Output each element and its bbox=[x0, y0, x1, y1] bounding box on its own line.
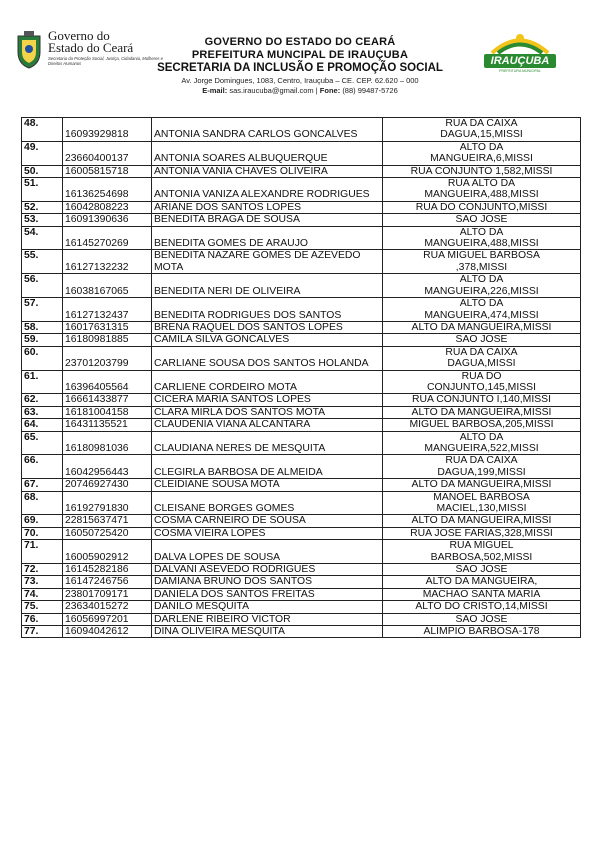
row-code: 16042808223 bbox=[63, 201, 152, 213]
row-number: 58. bbox=[22, 321, 63, 333]
table-row bbox=[22, 346, 581, 370]
table-row bbox=[22, 515, 581, 527]
row-address: MANOEL BARBOSA MACIEL,130,MISSI bbox=[383, 491, 581, 515]
row-code: 16145282186 bbox=[63, 564, 152, 576]
phone-label: Fone: bbox=[319, 86, 341, 95]
row-name: BRENA RAQUEL DOS SANTOS LOPES bbox=[152, 321, 383, 333]
row-address: ALTO DA MANGUEIRA,MISSI bbox=[383, 515, 581, 527]
row-code: 16661433877 bbox=[63, 394, 152, 406]
table-row bbox=[22, 479, 581, 491]
row-name: ARIANE DOS SANTOS LOPES bbox=[152, 201, 383, 213]
row-code: 16192791830 bbox=[63, 491, 152, 515]
row-number: 51. bbox=[22, 178, 63, 202]
logo-title-line-1: Governo do bbox=[48, 28, 110, 43]
row-address: ALTO DA MANGUEIRA,226,MISSI bbox=[383, 274, 581, 298]
row-name: ANTONIA SOARES ALBUQUERQUE bbox=[152, 141, 383, 165]
row-address: RUA DA CAIXA DAGUA,199,MISSI bbox=[383, 455, 581, 479]
table-row bbox=[22, 118, 581, 142]
row-code: 16145270269 bbox=[63, 226, 152, 250]
table-row bbox=[22, 214, 581, 226]
iraucuba-logo bbox=[484, 32, 556, 76]
table-row bbox=[22, 491, 581, 515]
row-code: 16147246756 bbox=[63, 576, 152, 588]
row-name: CLEISANE BORGES GOMES bbox=[152, 491, 383, 515]
row-code: 16127132437 bbox=[63, 298, 152, 322]
row-address: MIGUEL BARBOSA,205,MISSI bbox=[383, 419, 581, 431]
row-code: 16127132232 bbox=[63, 250, 152, 274]
row-name: CLARA MIRLA DOS SANTOS MOTA bbox=[152, 406, 383, 418]
table-row bbox=[22, 370, 581, 394]
row-name: CARLIANE SOUSA DOS SANTOS HOLANDA bbox=[152, 346, 383, 370]
row-address: ALTO DA MANGUEIRA, bbox=[383, 576, 581, 588]
row-address: MACHAO SANTA MARIA bbox=[383, 588, 581, 600]
table-row bbox=[22, 298, 581, 322]
table-row bbox=[22, 626, 581, 638]
row-number: 73. bbox=[22, 576, 63, 588]
row-address: ALTO DA MANGUEIRA,MISSI bbox=[383, 321, 581, 333]
row-name: DARLENE RIBEIRO VICTOR bbox=[152, 613, 383, 625]
table-row bbox=[22, 141, 581, 165]
row-name: DINA OLIVEIRA MESQUITA bbox=[152, 626, 383, 638]
row-number: 69. bbox=[22, 515, 63, 527]
row-name: BENEDITA GOMES DE ARAUJO bbox=[152, 226, 383, 250]
row-code: 16038167065 bbox=[63, 274, 152, 298]
page-header bbox=[0, 0, 600, 110]
row-number: 55. bbox=[22, 250, 63, 274]
beneficiary-table bbox=[21, 117, 581, 638]
logo-wordmark: IRAUÇUBA bbox=[484, 54, 556, 68]
header-text bbox=[140, 36, 460, 95]
row-code: 23634015272 bbox=[63, 601, 152, 613]
logo-title bbox=[48, 30, 133, 54]
phone-value: (88) 99487-5726 bbox=[342, 86, 398, 95]
table-row bbox=[22, 274, 581, 298]
table-row bbox=[22, 613, 581, 625]
row-name: CLEGIRLA BARBOSA DE ALMEIDA bbox=[152, 455, 383, 479]
row-name: DANILO MESQUITA bbox=[152, 601, 383, 613]
row-name: CLEIDIANE SOUSA MOTA bbox=[152, 479, 383, 491]
row-number: 67. bbox=[22, 479, 63, 491]
row-name: DAMIANA BRUNO DOS SANTOS bbox=[152, 576, 383, 588]
table-row bbox=[22, 588, 581, 600]
table-body bbox=[22, 118, 581, 638]
table-row bbox=[22, 321, 581, 333]
row-number: 56. bbox=[22, 274, 63, 298]
row-number: 60. bbox=[22, 346, 63, 370]
header-line-2: PREFEITURA MUNCIPAL DE IRAUÇUBA bbox=[191, 49, 409, 61]
row-number: 61. bbox=[22, 370, 63, 394]
row-code: 16091390636 bbox=[63, 214, 152, 226]
row-address: SAO JOSE bbox=[383, 564, 581, 576]
row-name: DANIELA DOS SANTOS FREITAS bbox=[152, 588, 383, 600]
row-address: RUA DO CONJUNTO,MISSI bbox=[383, 201, 581, 213]
row-name: BENEDITA NERI DE OLIVEIRA bbox=[152, 274, 383, 298]
table-row bbox=[22, 201, 581, 213]
row-number: 54. bbox=[22, 226, 63, 250]
row-address: RUA CONJUNTO 1,582,MISSI bbox=[383, 165, 581, 177]
row-number: 77. bbox=[22, 626, 63, 638]
row-number: 68. bbox=[22, 491, 63, 515]
row-code: 16136254698 bbox=[63, 178, 152, 202]
table-row bbox=[22, 165, 581, 177]
row-name: CICERA MARIA SANTOS LOPES bbox=[152, 394, 383, 406]
row-name: COSMA VIEIRA LOPES bbox=[152, 527, 383, 539]
row-address: RUA DA CAIXA DAGUA,MISSI bbox=[383, 346, 581, 370]
row-name: COSMA CARNEIRO DE SOUSA bbox=[152, 515, 383, 527]
row-code: 16093929818 bbox=[63, 118, 152, 142]
row-number: 59. bbox=[22, 334, 63, 346]
row-number: 72. bbox=[22, 564, 63, 576]
row-address: ALIMPIO BARBOSA-178 bbox=[383, 626, 581, 638]
row-number: 52. bbox=[22, 201, 63, 213]
header-line-3: SECRETARIA DA INCLUSÃO E PROMOÇÃO SOCIAL bbox=[157, 62, 443, 74]
table-row bbox=[22, 455, 581, 479]
row-code: 23660400137 bbox=[63, 141, 152, 165]
row-address: ALTO DA MANGUEIRA,474,MISSI bbox=[383, 298, 581, 322]
row-address: SAO JOSE bbox=[383, 214, 581, 226]
row-address: RUA CONJUNTO I,140,MISSI bbox=[383, 394, 581, 406]
table-row bbox=[22, 564, 581, 576]
table-row bbox=[22, 431, 581, 455]
table-row bbox=[22, 250, 581, 274]
row-number: 64. bbox=[22, 419, 63, 431]
table-row bbox=[22, 527, 581, 539]
table-row bbox=[22, 394, 581, 406]
row-address: RUA MIGUEL BARBOSA ,378,MISSI bbox=[383, 250, 581, 274]
row-code: 16181004158 bbox=[63, 406, 152, 418]
row-code: 16017631315 bbox=[63, 321, 152, 333]
row-number: 76. bbox=[22, 613, 63, 625]
row-number: 49. bbox=[22, 141, 63, 165]
row-address: ALTO DO CRISTO,14,MISSI bbox=[383, 601, 581, 613]
row-code: 16005815718 bbox=[63, 165, 152, 177]
row-address: ALTO DA MANGUEIRA,522,MISSI bbox=[383, 431, 581, 455]
row-address: SAO JOSE bbox=[383, 613, 581, 625]
table-row bbox=[22, 540, 581, 564]
logo-title-line-2: Estado do Ceará bbox=[48, 40, 134, 55]
coat-of-arms-icon bbox=[14, 30, 44, 70]
logo-wordmark-sub: PREFEITURA MUNICIPAL bbox=[499, 69, 541, 73]
iraucuba-emblem-icon bbox=[484, 32, 556, 54]
row-number: 75. bbox=[22, 601, 63, 613]
row-name: DALVANI ASEVEDO RODRIGUES bbox=[152, 564, 383, 576]
header-contact: E-mail: sas.iraucuba@gmail.com | Fone: (88) 99487-5726 bbox=[202, 86, 398, 95]
row-number: 48. bbox=[22, 118, 63, 142]
table-row bbox=[22, 178, 581, 202]
row-code: 23801709171 bbox=[63, 588, 152, 600]
row-name: BENEDITA RODRIGUES DOS SANTOS bbox=[152, 298, 383, 322]
row-name: BENEDITA NAZARE GOMES DE AZEVEDO MOTA bbox=[152, 250, 383, 274]
row-number: 74. bbox=[22, 588, 63, 600]
row-number: 71. bbox=[22, 540, 63, 564]
row-number: 53. bbox=[22, 214, 63, 226]
row-name: CLAUDIANA NERES DE MESQUITA bbox=[152, 431, 383, 455]
row-address: RUA DA CAIXA DAGUA,15,MISSI bbox=[383, 118, 581, 142]
row-name: ANTONIA SANDRA CARLOS GONCALVES bbox=[152, 118, 383, 142]
table-row bbox=[22, 406, 581, 418]
row-number: 70. bbox=[22, 527, 63, 539]
email-label: E-mail: bbox=[202, 86, 228, 95]
table-row bbox=[22, 334, 581, 346]
row-code: 23701203799 bbox=[63, 346, 152, 370]
table-row bbox=[22, 226, 581, 250]
row-address: SAO JOSE bbox=[383, 334, 581, 346]
row-code: 16056997201 bbox=[63, 613, 152, 625]
row-address: ALTO DA MANGUEIRA,488,MISSI bbox=[383, 226, 581, 250]
row-address: RUA JOSE FARIAS,328,MISSI bbox=[383, 527, 581, 539]
row-address: ALTO DA MANGUEIRA,6,MISSI bbox=[383, 141, 581, 165]
table-row bbox=[22, 419, 581, 431]
row-name: CLAUDENIA VIANA ALCANTARA bbox=[152, 419, 383, 431]
row-address: RUA MIGUEL BARBOSA,502,MISSI bbox=[383, 540, 581, 564]
row-code: 22815637471 bbox=[63, 515, 152, 527]
row-code: 16180981885 bbox=[63, 334, 152, 346]
table-row bbox=[22, 576, 581, 588]
row-number: 62. bbox=[22, 394, 63, 406]
row-address: ALTO DA MANGUEIRA,MISSI bbox=[383, 479, 581, 491]
row-code: 16005902912 bbox=[63, 540, 152, 564]
row-code: 16431135521 bbox=[63, 419, 152, 431]
row-code: 16050725420 bbox=[63, 527, 152, 539]
row-address: ALTO DA MANGUEIRA,MISSI bbox=[383, 406, 581, 418]
row-name: CAMILA SILVA GONCALVES bbox=[152, 334, 383, 346]
row-name: DALVA LOPES DE SOUSA bbox=[152, 540, 383, 564]
email-value: sas.iraucuba@gmail.com bbox=[229, 86, 314, 95]
row-code: 16396405564 bbox=[63, 370, 152, 394]
row-number: 50. bbox=[22, 165, 63, 177]
row-address: RUA DO CONJUNTO,145,MISSI bbox=[383, 370, 581, 394]
row-number: 63. bbox=[22, 406, 63, 418]
header-address: Av. Jorge Domingues, 1083, Centro, Irauçuba – CE. CEP. 62.620 – 000 bbox=[181, 76, 419, 85]
row-code: 16180981036 bbox=[63, 431, 152, 455]
row-code: 16094042612 bbox=[63, 626, 152, 638]
row-code: 20746927430 bbox=[63, 479, 152, 491]
row-number: 57. bbox=[22, 298, 63, 322]
table-row bbox=[22, 601, 581, 613]
row-name: ANTONIA VANIA CHAVES OLIVEIRA bbox=[152, 165, 383, 177]
row-name: ANTONIA VANIZA ALEXANDRE RODRIGUES bbox=[152, 178, 383, 202]
row-code: 16042956443 bbox=[63, 455, 152, 479]
row-name: CARLIENE CORDEIRO MOTA bbox=[152, 370, 383, 394]
row-address: RUA ALTO DA MANGUEIRA,488,MISSI bbox=[383, 178, 581, 202]
row-name: BENEDITA BRAGA DE SOUSA bbox=[152, 214, 383, 226]
logo-subtitle: Secretaria da Proteção Social, Justiça, Cidadania, Mulheres e Direitos Humanos bbox=[48, 56, 163, 66]
row-number: 65. bbox=[22, 431, 63, 455]
header-line-1: GOVERNO DO ESTADO DO CEARÁ bbox=[204, 36, 396, 48]
row-number: 66. bbox=[22, 455, 63, 479]
